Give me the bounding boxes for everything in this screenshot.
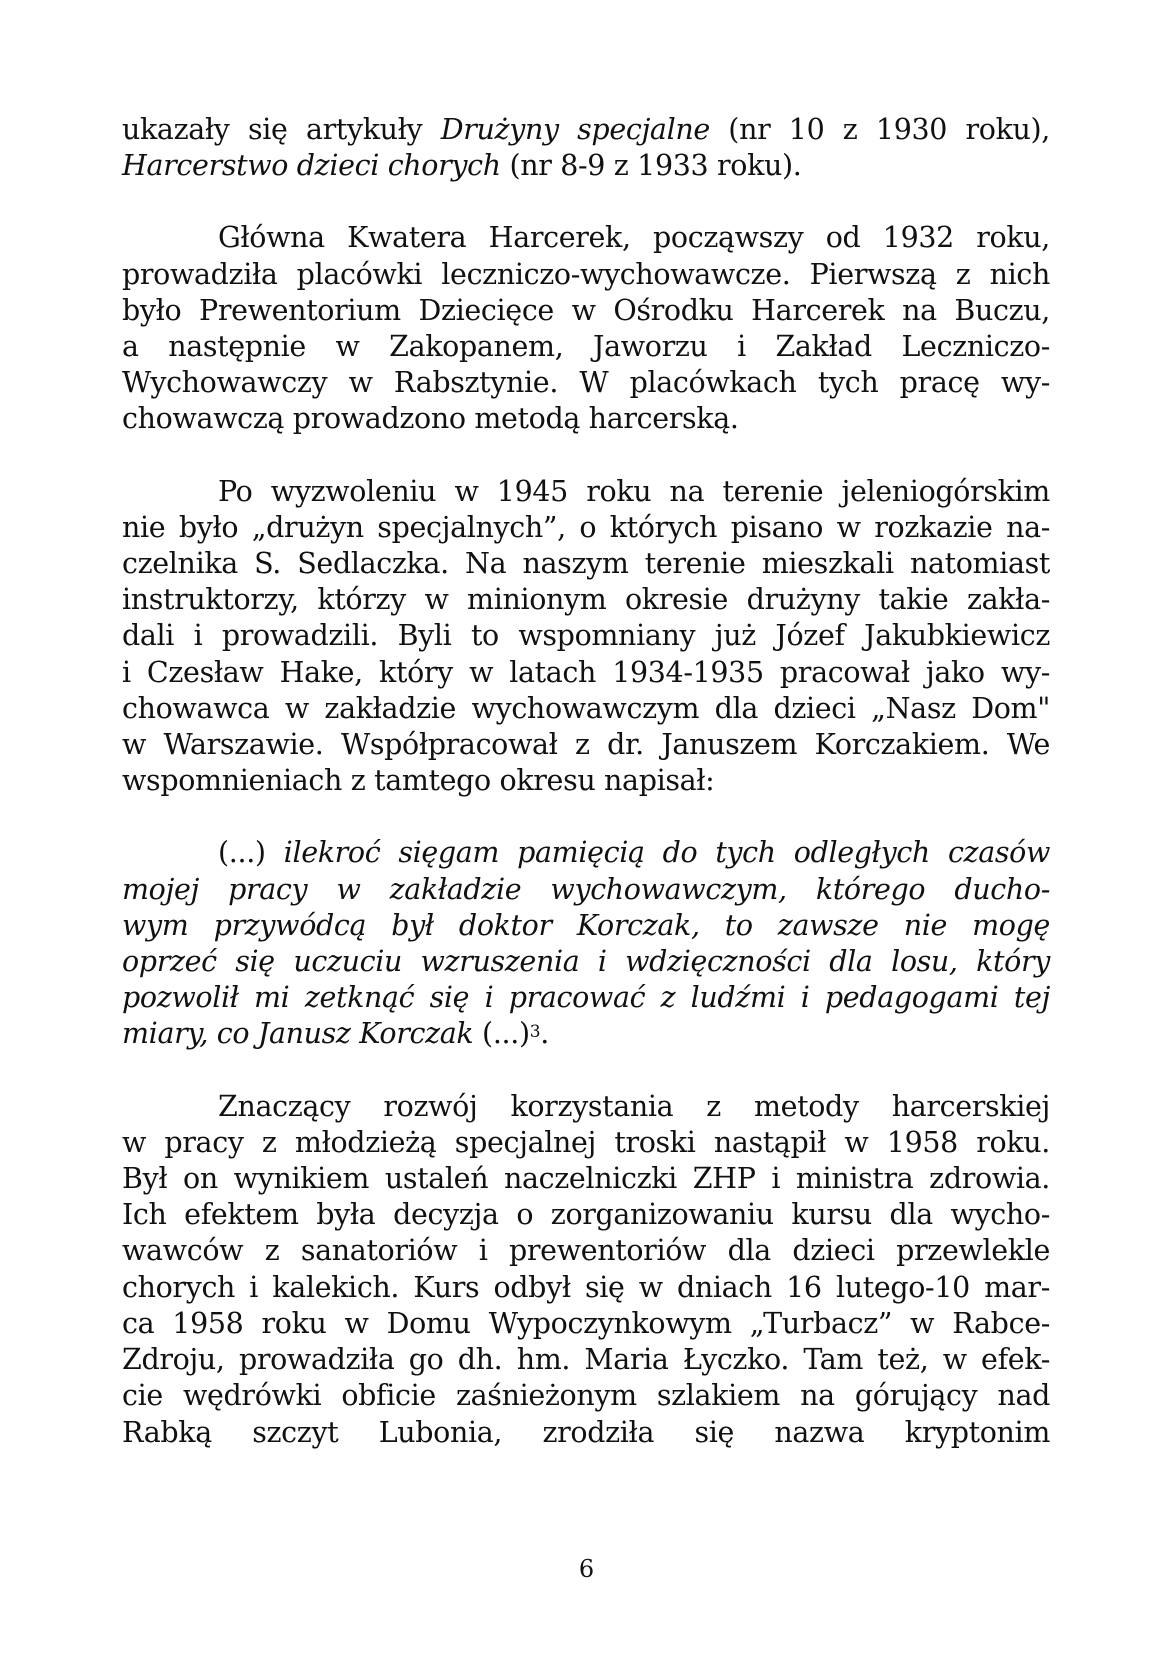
paragraph-po-wyzwoleniu [122,474,1050,800]
text-line: instruktorzy, którzy w minionym okresie drużyny takie zakła- [122,583,1050,617]
block-quote-hake [122,835,1050,1052]
text-line: Zdroju, prowadziła go dh. hm. Maria Łyczko. Tam też, w efek- [122,1343,1050,1377]
text-line: pozwolił mi zetknąć się i pracować z ludźmi i pedagogami tej [122,981,1050,1015]
text-line: chorych i kalekich. Kurs odbył się w dniach 16 lutego-10 mar- [122,1270,1050,1304]
text-line: dali i prowadzili. Byli to wspomniany już Józef Jakubkiewicz [122,619,1050,653]
text-line [122,148,1050,184]
text-line: Ich efektem była decyzja o zorganizowaniu kursu dla wycho- [122,1198,1050,1232]
text-run: (nr 10 z 1930 roku), [709,113,1050,146]
text-run: ilekroć sięgam pamięcią do tych odległych czasów [265,836,1050,870]
text-run: . [540,1017,549,1051]
text-line: było Prewentorium Dziecięce w Ośrodku Harcerek na Buczu, [122,293,1050,327]
text-line: mojej pracy w zakładzie wychowawczym, którego ducho- [122,872,1050,906]
text-line: Znaczący rozwój korzystania z metody harcerskiej [218,1089,1050,1123]
text-line: ca 1958 roku w Domu Wypoczynkowym „Turbacz” w Rabce- [122,1306,1050,1340]
text-line: cie wędrówki obficie zaśnieżonym szlakiem na górujący nad [122,1379,1050,1413]
text-line [122,112,1050,148]
text-run: ukazały się artykuły [122,113,441,146]
text-line: czelnika S. Sedlaczka. Na naszym terenie mieszkali natomiast [122,547,1050,581]
text-line: chowawczą prowadzono metodą harcerską. [122,402,739,436]
text-line: wawców z sanatoriów i prewentoriów dla dzieci przewlekle [122,1234,1050,1268]
text-line: Był on wynikiem ustaleń naczelniczki ZHP i ministra zdrowia. [122,1162,1050,1196]
text-line: nie było „drużyn specjalnych”, o których pisano w rozkazie na- [122,510,1050,544]
text-line: wym przywódcą był doktor Korczak, to zawsze nie mogę [122,908,1050,942]
article-title-harcerstwo-dzieci-chorych: Harcerstwo dzieci chorych [122,149,501,183]
paragraph-znaczacy-rozwoj [122,1089,1050,1451]
paragraph-continuation [122,112,1050,184]
document-page [122,112,1050,1451]
text-line [122,1016,1050,1052]
text-line: Wychowawczy w Rabsztynie. W placówkach tych pracę wy- [122,366,1050,400]
text-run: miary, co Janusz Korczak [122,1017,474,1051]
text-run: (nr 8-9 z 1933 roku). [500,149,802,183]
text-line: w pracy z młodzieżą specjalnej troski nastąpił w 1958 roku. [122,1125,1050,1159]
text-line: w Warszawie. Współpracował z dr. Januszem Korczakiem. We [122,728,1050,762]
text-line: Po wyzwoleniu w 1945 roku na terenie jeleniogórskim [218,474,1050,508]
text-line: wspomnieniach z tamtego okresu napisał: [122,764,715,798]
footnote-reference[interactable]: 3 [529,1022,541,1043]
text-line: i Czesław Hake, który w latach 1934-1935 pracował jako wy- [122,655,1050,689]
article-title-druzyny-specjalne: Drużyny specjalne [440,113,710,146]
text-line: a następnie w Zakopanem, Jaworzu i Zakład Leczniczo- [122,330,1050,364]
page-number: 6 [578,1555,595,1583]
paragraph-glowna-kwatera [122,220,1050,437]
text-line: Rabką szczyt Lubonia, zrodziła się nazwa kryptonim [122,1415,1050,1449]
text-line: prowadziła placówki leczniczo-wychowawcze. Pierwszą z nich [122,257,1050,291]
text-line: chowawca w zakładzie wychowawczym dla dzieci „Nasz Dom" [122,691,1050,725]
quote-ellipsis-open: (...) [218,836,266,870]
quote-ellipsis-close: (...) [473,1017,530,1051]
text-line: oprzeć się uczuciu wzruszenia i wdzięczności dla losu, który [122,945,1050,979]
text-line: Główna Kwatera Harcerek, począwszy od 1932 roku, [218,221,1050,255]
text-line [122,835,1050,871]
